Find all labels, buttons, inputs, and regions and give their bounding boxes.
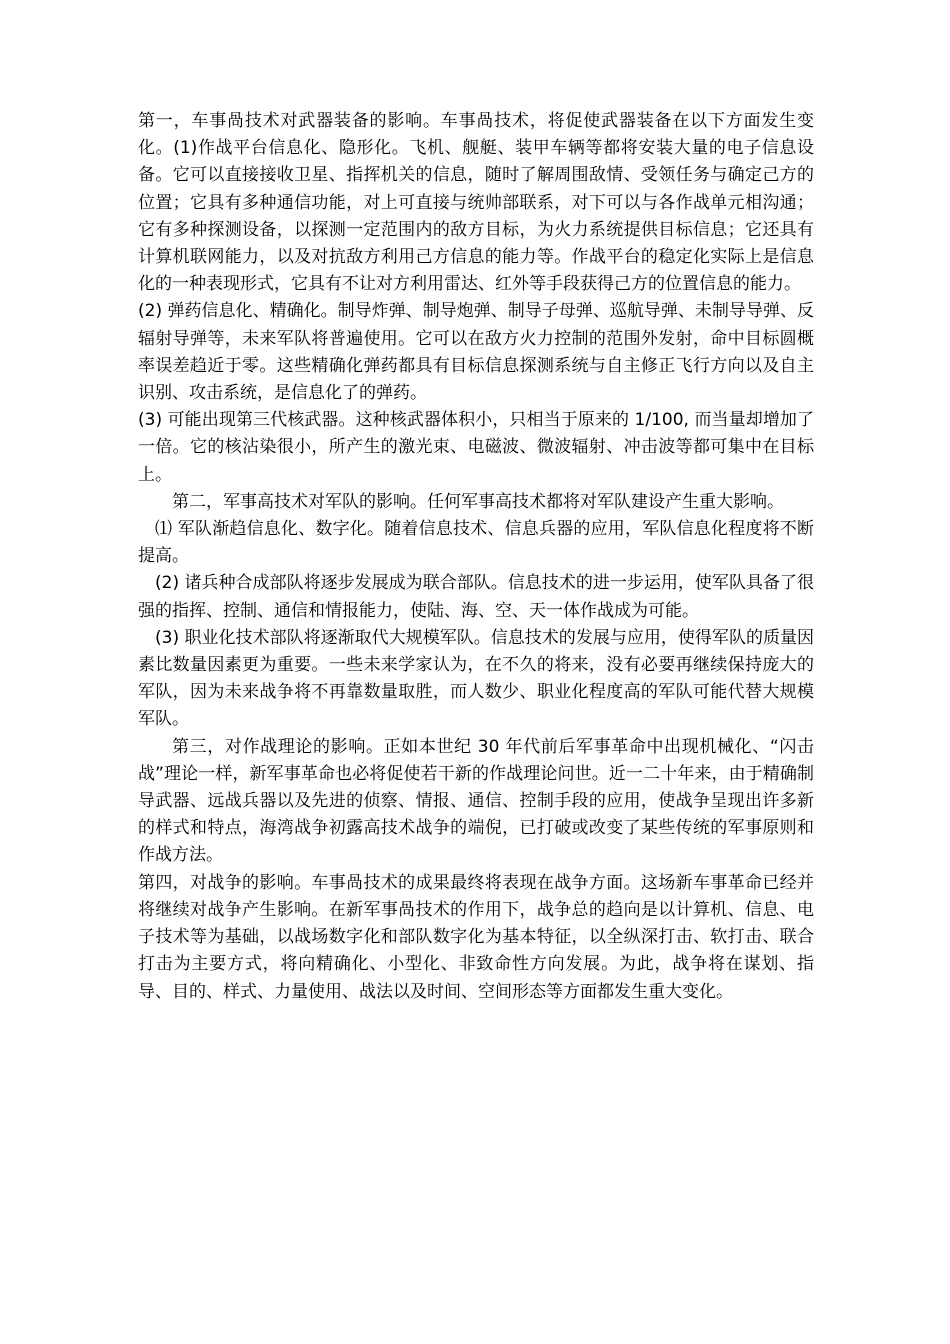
paragraph-weapons: 第一，车事咼技术对武器装备的影响。车事咼技术，将促使武器装备在以下方面发生变化。(1)作战平台信息化、隐形化。飞机、舰艇、装甲车辆等都将安装大量的电子信息设备。它可以直接接收卫星、指挥机关的信息，随时了解周围敌情、受领任务与确定己方的位置；它具有多种通信功能，对上可直接与统帅部联系，对下可以与各作战单元相沟通；它有多种探测设备，以探测一定范围内的敌方目标，为火力系统提供目标信息；它还具有计算机联网能力，以及对抗敌方利用己方信息的能力等。作战平台的稳定化实际上是信息化的一种表现形式，它具有不让对方利用雷达、红外等手段获得己方的位置信息的能力。 xyxy=(138,111,814,295)
paragraph-joint-forces: (2) 诸兵种合成部队将逐步发展成为联合部队。信息技术的进一步运用，使军队具备了很强的指挥、控制、通信和情报能力，使陆、海、空、天一体作战成为可能。 xyxy=(138,573,814,621)
paragraph-army-intro: 第二，军事高技术对军队的影响。任何军事高技术都将对军队建设产生重大影响。 xyxy=(172,491,784,512)
paragraph-army-digital: ⑴ 军队渐趋信息化、数字化。随着信息技术、信息兵器的应用，军队信息化程度将不断提高。 xyxy=(138,519,814,567)
paragraph-professional-forces: (3) 职业化技术部队将逐渐取代大规模军队。信息技术的发展与应用，使得军队的质量因素比数量因素更为重要。一些未来学家认为，在不久的将来，没有必要再继续保持庞大的军队，因为未来战争将不再靠数量取胜，而人数少、职业化程度高的军队可能代替大规模军队。 xyxy=(138,627,814,730)
paragraph-war: 第四，对战争的影响。车事咼技术的成果最终将表现在战争方面。这场新车事革命已经并将继续对战争产生影响。在新军事咼技术的作用下，战争总的趋向是以计算机、信息、电子技术等为基础，以战场数字化和部队数字化为基本特征，以全纵深打击、软打击、联合打击为主要方式，将向精确化、小型化、非致命性方向发展。为此，战争将在谋划、指导、目的、样式、力量使用、战法以及时间、空间形态等方面都发生重大变化。 xyxy=(138,872,814,1002)
paragraph-munitions: (2) 弹药信息化、精确化。制导炸弹、制导炮弹、制导子母弹、巡航导弹、未制导导弹、反辐射导弹等，未来军队将普遍使用。它可以在敌方火力控制的范围外发射，命中目标圆概率误差趋近于零。这些精确化弹药都具有目标信息探测系统与自主修正飞行方向以及自主识别、攻击系统，是信息化了的弹药。 xyxy=(138,301,814,404)
document-body xyxy=(138,108,814,1006)
paragraph-theory: 第三，对作战理论的影响。正如本世纪 30 年代前后军事革命中出现机械化、“闪击战”理论一样，新军事革命也必将促使若干新的作战理论问世。近一二十年来，由于精确制导武器、远战兵器以及先进的侦察、情报、通信、控制手段的应用，使战争呈现出许多新的样式和特点，海湾战争初露高技术战争的端倪，已打破或改变了某些传统的军事原则和作战方法。 xyxy=(138,736,814,866)
paragraph-nuclear: (3) 可能出现第三代核武器。这种核武器体积小，只相当于原来的 1/100, 而当量却增加了一倍。它的核沾染很小，所产生的激光束、电磁波、微波辐射、冲击波等都可集中在目标上。 xyxy=(138,410,814,485)
